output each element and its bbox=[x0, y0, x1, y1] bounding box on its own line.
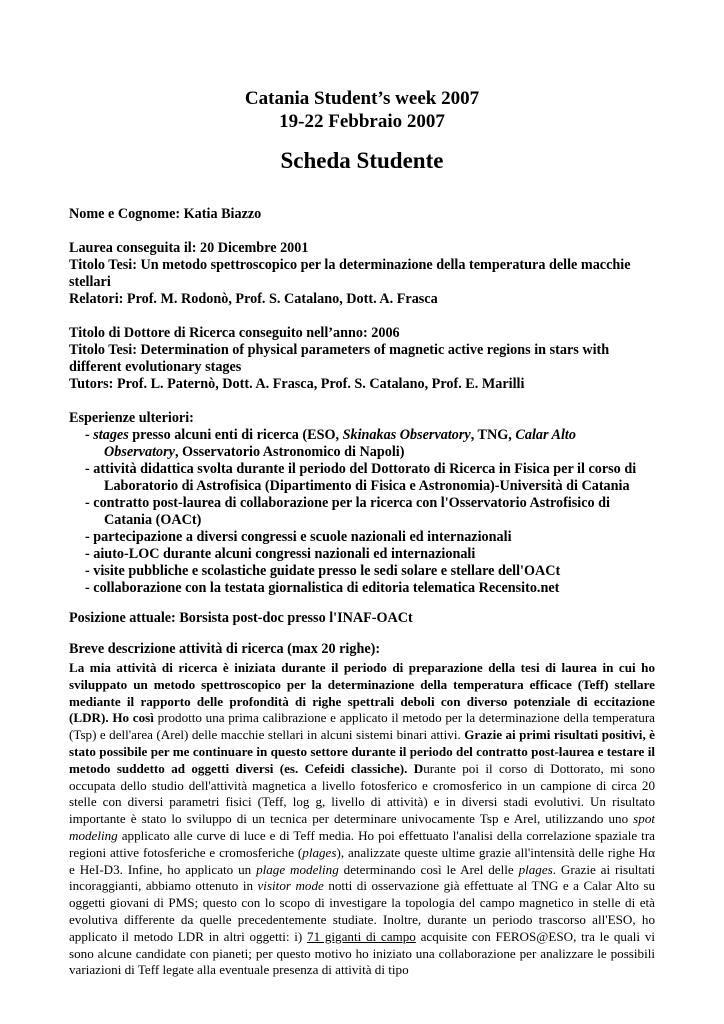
bullet-visite: - visite pubbliche e scolastiche guidate presso le sedi solare e stellare dell'OACt bbox=[85, 563, 561, 579]
posizione-field: Posizione attuale: Borsista post-doc presso l'INAF-OACt bbox=[69, 610, 413, 626]
bullet-aiuto-loc: - aiuto-LOC durante alcuni congressi nazionali ed internazionali bbox=[85, 546, 476, 562]
bullet-recensito: - collaborazione con la testata giornalistica di editoria telematica Recensito.net bbox=[85, 580, 560, 596]
research-text-italic: plage modeling bbox=[256, 861, 339, 877]
bullet-contratto-cont: Catania (OACt) bbox=[104, 512, 202, 528]
research-text-italic: visitor mode bbox=[257, 878, 324, 894]
laurea-field: Laurea conseguita il: 20 Dicembre 2001 bbox=[69, 240, 309, 256]
bullet-text: presso alcuni enti di ricerca (ESO, bbox=[128, 427, 343, 443]
research-text: notti di osservazione già effettuate al TNG e a Calar Alto su oggetti giovani di PMS; questo con lo scopo di investigare la topologia del campo magnetico in stelle di età evolutiva differente da quelle precedentemente studiate. Inoltre, durante un periodo trascorso all'ESO, ho applicato il metodo LDR in altri oggetti: i) bbox=[69, 878, 655, 944]
research-text-underlined: 71 giganti di campo bbox=[307, 928, 416, 944]
research-text: determinando così le Arel delle bbox=[338, 861, 519, 877]
bullet-text-italic: Observatory bbox=[104, 444, 175, 460]
research-text: prodotto una prima calibrazione e applicato il metodo per la determinazione della temperatura (Tsp) e dell'area (Arel) delle macchie stellari in alcuni sistemi binari attivi. bbox=[69, 710, 655, 743]
research-text: applicato alle curve di luce e di Teff media. Ho poi effettuato l'analisi della correlazione spaziale tra regioni attive fotosferiche e cromosferiche ( bbox=[69, 827, 655, 860]
bullet-congressi: - partecipazione a diversi congressi e scuole nazionali ed internazionali bbox=[85, 529, 512, 545]
bullet-didattica: - attività didattica svolta durante il periodo del Dottorato di Ricerca in Fisica per il corso di bbox=[85, 461, 637, 477]
tesi-laurea-line2: stellari bbox=[69, 274, 111, 290]
tesi-dottorato-line1: Titolo Tesi: Determination of physical parameters of magnetic active regions in stars with bbox=[69, 342, 610, 358]
breve-heading: Breve descrizione attività di ricerca (max 20 righe): bbox=[69, 641, 381, 657]
bullet-contratto: - contratto post-laurea di collaborazione per la ricerca con l'Osservatorio Astrofisico di bbox=[85, 495, 610, 511]
bullet-didattica-cont: Laboratorio di Astrofisica (Dipartimento di Fisica e Astronomia)-Università di Catania bbox=[104, 478, 630, 494]
research-text-bold: La mia attività di ricerca è iniziata durante il periodo di preparazione della tesi di laurea in cui ho sviluppato un metodo spettroscopico per la determinazione della temperatura efficace (Teff) stellare mediante il rapporto delle profondità di righe spettrali deboli con diverso potenziale di eccitazione (LDR). Ho così bbox=[69, 660, 655, 726]
research-text: urante poi il corso di Dottorato, mi sono occupata dello studio dell'attività magnetica a livello fotosferico e cromosferico in un campione di circa 20 stelle con diversi parametri fisici (Teff, log g, livello di attività) e in diversi stadi evolutivi. Un risultato importante è stato lo sviluppo di un tecnica per determinare univocamente Tsp e Arel, utilizzando uno bbox=[69, 760, 655, 827]
bullet-text-italic: Skinakas Observatory bbox=[342, 427, 471, 443]
bullet-text-italic: Calar Alto bbox=[515, 427, 576, 443]
bullet-stages bbox=[85, 427, 576, 444]
bullet-text: , TNG, bbox=[470, 427, 516, 443]
research-text-italic: spot modeling bbox=[69, 811, 655, 843]
dottorato-field: Titolo di Dottore di Ricerca conseguito nell’anno: 2006 bbox=[69, 325, 400, 341]
research-text: . Grazie ai risultati incoraggianti, abbiamo ottenuto in bbox=[69, 861, 655, 894]
relatori-field: Relatori: Prof. M. Rodonò, Prof. S. Catalano, Dott. A. Frasca bbox=[69, 291, 438, 307]
page-title: Scheda Studente bbox=[280, 148, 444, 173]
tesi-dottorato-line2: different evolutionary stages bbox=[69, 359, 242, 375]
research-text-bold: Grazie ai primi risultati positivi, è stato possibile per me continuare in questo settore durante il periodo del contratto post-laurea e testare il metodo suddetto ad oggetti diversi (es. Cefeidi classiche). D bbox=[69, 727, 655, 776]
tesi-laurea-line1: Titolo Tesi: Un metodo spettroscopico per la determinazione della temperatura delle macchie bbox=[69, 257, 631, 273]
event-title: Catania Student’s week 2007 bbox=[244, 88, 480, 109]
bullet-text: , Osservatorio Astronomico di Napoli) bbox=[174, 444, 405, 460]
esperienze-heading: Esperienze ulteriori: bbox=[69, 410, 194, 426]
tutors-field: Tutors: Prof. L. Paternò, Dott. A. Frasca, Prof. S. Catalano, Prof. E. Marilli bbox=[69, 376, 525, 392]
bullet-text-italic: stages bbox=[93, 427, 129, 443]
research-text: ), analizzate queste ultime grazie all'intensità delle righe Hα e HeI-D3. Infine, ho applicato un bbox=[69, 844, 655, 877]
name-field: Nome e Cognome: Katia Biazzo bbox=[69, 206, 262, 222]
research-description bbox=[69, 660, 655, 979]
research-text: acquisite con FEROS@ESO, tra le quali vi sono alcune candidate con pianeti; per questo motivo ho iniziato una collaborazione per analizzare le possibili variazioni di Teff legate alla eventuale presenza di attività di tipo bbox=[69, 928, 655, 978]
bullet-dash: - bbox=[85, 427, 94, 443]
event-dates: 19-22 Febbraio 2007 bbox=[279, 111, 445, 132]
bullet-stages-cont bbox=[104, 444, 404, 461]
research-text-italic: plages bbox=[518, 861, 553, 877]
research-text-italic: plages bbox=[302, 844, 337, 860]
